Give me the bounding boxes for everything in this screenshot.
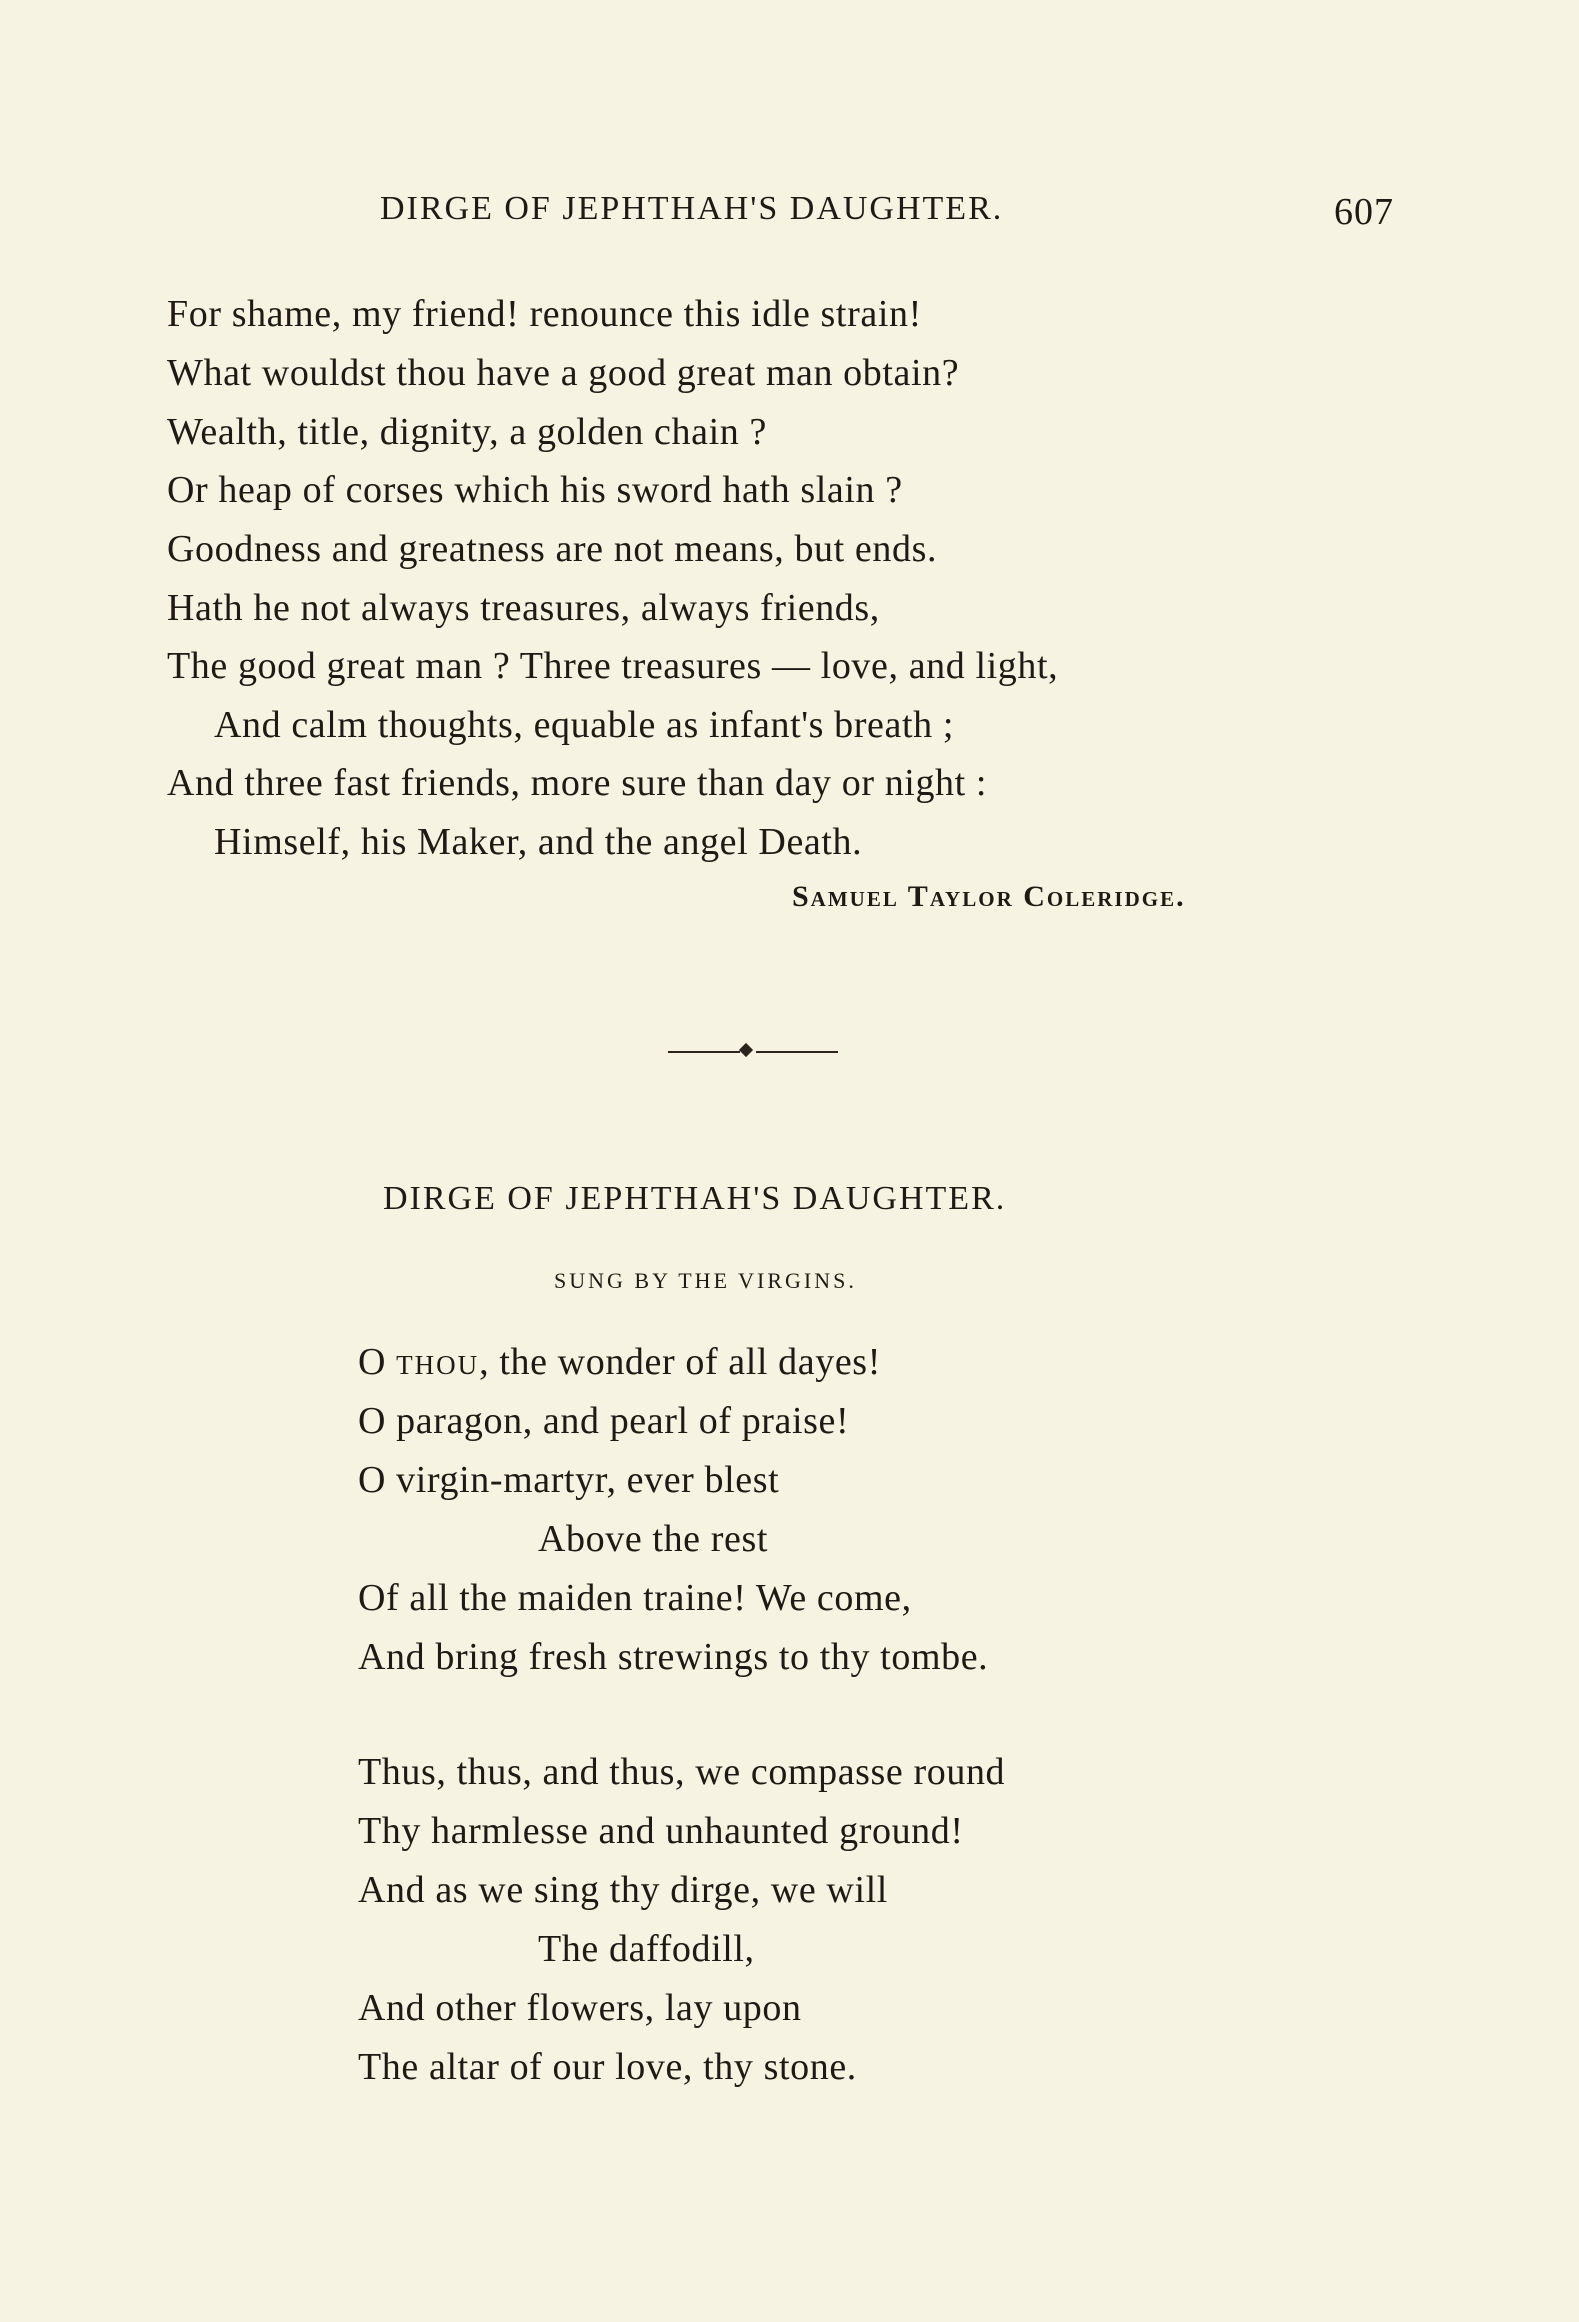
poem-line: Himself, his Maker, and the angel Death. [214, 821, 863, 863]
divider-rule-left [668, 1051, 740, 1053]
poem-line: Hath he not always treasures, always friends, [167, 587, 880, 629]
poem-line: Goodness and greatness are not means, but ends. [167, 528, 938, 570]
poem-line: Thy harmlesse and unhaunted ground! [358, 1810, 964, 1852]
running-head: DIRGE OF JEPHTHAH'S DAUGHTER. [380, 190, 1004, 227]
poem-line: Thus, thus, and thus, we compasse round [358, 1751, 1006, 1793]
poem-line: The altar of our love, thy stone. [358, 2046, 857, 2088]
poem-line: And calm thoughts, equable as infant's breath ; [214, 704, 954, 746]
poem-line: What wouldst thou have a good great man obtain? [167, 352, 960, 394]
diamond-ornament-icon [739, 1043, 753, 1057]
poem-line: Or heap of corses which his sword hath slain ? [167, 469, 903, 511]
poem-line-first [358, 1340, 881, 1384]
poem-line: And three fast friends, more sure than day or night : [167, 762, 988, 804]
page-number: 607 [1334, 191, 1394, 233]
divider-rule-right [756, 1051, 838, 1053]
poem-title: DIRGE OF JEPHTHAH'S DAUGHTER. [383, 1180, 1007, 1217]
poem-line: The good great man ? Three treasures — love, and light, [167, 645, 1059, 687]
poem-line: The daffodill, [538, 1928, 755, 1970]
poem-line: And as we sing thy dirge, we will [358, 1869, 888, 1911]
first-word: O [358, 1341, 387, 1383]
poem-line: O virgin-martyr, ever blest [358, 1459, 780, 1501]
poem-line: And other flowers, lay upon [358, 1987, 802, 2029]
poem-subtitle: SUNG BY THE VIRGINS. [554, 1268, 857, 1293]
poem-line: For shame, my friend! renounce this idle strain! [167, 293, 922, 335]
poem-line: And bring fresh strewings to thy tombe. [358, 1636, 989, 1678]
section-divider-ornament [668, 1045, 838, 1059]
first-word-smallcaps: thou [396, 1341, 480, 1383]
first-line-rest: , the wonder of all dayes! [479, 1341, 881, 1383]
attribution: Samuel Taylor Coleridge. [792, 880, 1186, 913]
poem-line: Above the rest [538, 1518, 768, 1560]
poem-line: Of all the maiden traine! We come, [358, 1577, 912, 1619]
poem-line: O paragon, and pearl of praise! [358, 1400, 850, 1442]
poem-line: Wealth, title, dignity, a golden chain ? [167, 411, 767, 453]
